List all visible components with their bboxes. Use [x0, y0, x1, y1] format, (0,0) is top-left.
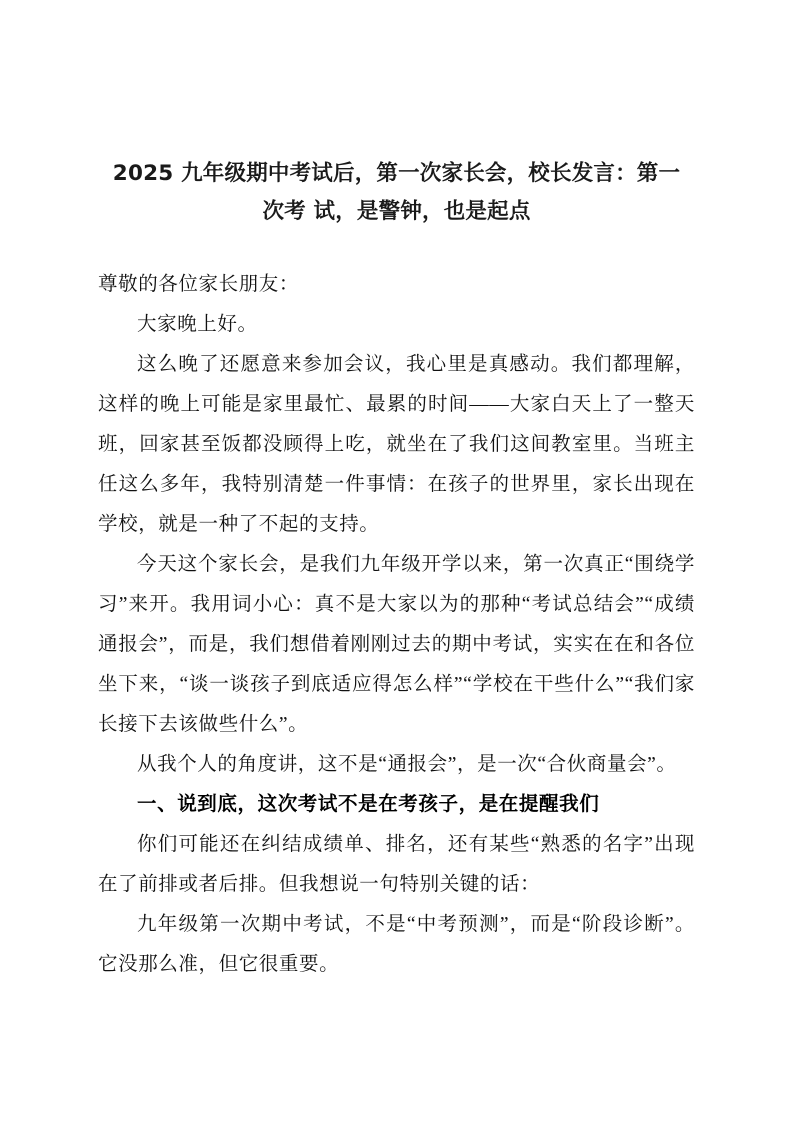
- section-heading-one: 一、说到底，这次考试不是在考孩子，是在提醒我们: [137, 794, 600, 815]
- paragraph-diagnosis: 九年级第一次期中考试，不是“中考预测”，而是“阶段诊断”。它没那么准，但它很重要。: [98, 914, 695, 975]
- document-body: [98, 265, 695, 985]
- salutation: 尊敬的各位家长朋友：: [98, 274, 300, 295]
- paragraph-greeting: 大家晚上好。: [137, 314, 258, 335]
- paragraph-partnership: 从我个人的角度讲，这不是“通报会”，是一次“合伙商量会”。: [137, 754, 677, 775]
- page-title-line-2: 试，是警钟，也是起点: [313, 199, 531, 224]
- paragraph-rankings: 你们可能还在纠结成绩单、排名，还有某些“熟悉的名字”出现在了前排或者后排。但我想说一句特别关键的话：: [98, 834, 695, 895]
- page-title-line-1: 2025 九年级期中考试后，第一次家长会，校长发言：第一次考: [112, 161, 681, 224]
- page-title: [98, 155, 695, 231]
- paragraph-meeting-purpose: 今天这个家长会，是我们九年级开学以来，第一次真正“围绕学习”来开。我用词小心：真不是大家以为的那种“考试总结会”“成绩通报会”，而是，我们想借着刚刚过去的期中考试，实实在在和各位坐下来，“谈一谈孩子到底适应得怎么样”“学校在干些什么”“我们家长接下去该做些什么”。: [98, 554, 695, 735]
- paragraph-thanks: 这么晚了还愿意来参加会议，我心里是真感动。我们都理解，这样的晚上可能是家里最忙、最累的时间——大家白天上了一整天班，回家甚至饭都没顾得上吃，就坐在了我们这间教室里。当班主任这么多年，我特别清楚一件事情：在孩子的世界里，家长出现在学校，就是一种了不起的支持。: [98, 354, 695, 535]
